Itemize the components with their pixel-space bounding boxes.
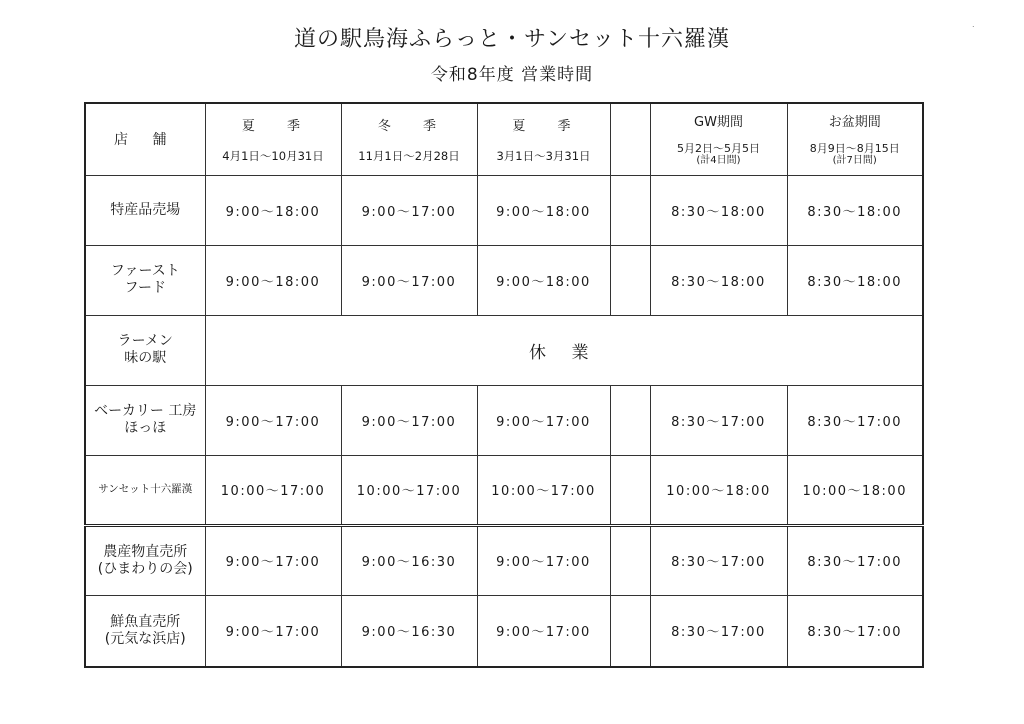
time-winter: 10:00～17:00: [356, 484, 462, 499]
time-cell: [650, 385, 787, 455]
time-summer2: 10:00～17:00: [491, 484, 596, 499]
time-cell: [650, 245, 787, 315]
header-shop-label: 店 舗: [114, 132, 177, 149]
shop-name: サンセット十六羅漢: [98, 483, 193, 495]
time-cell: [477, 455, 610, 525]
document-title: 道の駅鳥海ふらっと・サンセット十六羅漢: [294, 27, 730, 52]
time-cell: [477, 525, 610, 595]
time-cell: [477, 595, 610, 667]
business-hours-table: [84, 102, 924, 668]
table-row: [85, 315, 923, 385]
time-cell: [341, 245, 477, 315]
header-summer1: [205, 103, 341, 175]
closed-label: 休 業: [529, 342, 599, 363]
time-summer2: 9:00～17:00: [496, 625, 591, 641]
document-subtitle: 令和8年度 営業時間: [430, 65, 594, 85]
time-summer1: 9:00～17:00: [225, 555, 321, 570]
shop-cell: [85, 455, 205, 525]
time-obon: 8:30～17:00: [807, 555, 903, 570]
time-summer1: 9:00～18:00: [225, 204, 321, 220]
header-obon-range: 8月9日～8月15日: [809, 142, 900, 156]
time-winter: 9:00～17:00: [361, 274, 457, 290]
time-obon: 8:30～18:00: [807, 204, 903, 220]
table-row: [85, 455, 923, 525]
shop-cell: [85, 385, 205, 455]
corner-mark: .: [972, 20, 975, 29]
time-gw: 8:30～17:00: [671, 555, 766, 570]
header-gw-note: (計4日間): [696, 155, 741, 167]
time-summer2: 9:00～18:00: [496, 204, 591, 220]
header-gw-range: 5月2日～5月5日: [677, 142, 760, 156]
table-row: [85, 385, 923, 455]
gap-cell: [610, 245, 650, 315]
time-gw: 8:30～18:00: [671, 274, 766, 290]
time-summer2: 9:00～18:00: [496, 274, 591, 290]
time-cell: [205, 245, 341, 315]
time-gw: 8:30～18:00: [671, 204, 766, 220]
time-obon: 8:30～17:00: [807, 625, 903, 641]
time-cell: [205, 595, 341, 667]
time-cell: [650, 525, 787, 595]
header-obon-title: お盆期間: [828, 115, 881, 131]
header-shop: [85, 103, 205, 175]
time-cell: [205, 385, 341, 455]
shop-name: ラーメン 味の駅: [117, 333, 173, 366]
header-winter-season: 冬 季: [377, 118, 451, 134]
shop-cell: [85, 175, 205, 245]
header-winter-range: 11月1日～2月28日: [358, 148, 460, 163]
gap-cell: [610, 385, 650, 455]
table-row: [85, 175, 923, 245]
time-cell: [477, 385, 610, 455]
header-summer2-season: 夏 季: [512, 118, 585, 134]
header-obon-note: (計7日間): [832, 155, 877, 167]
time-cell: [650, 455, 787, 525]
time-cell: [787, 175, 923, 245]
header-gw: [650, 103, 787, 175]
time-cell: [205, 455, 341, 525]
table-row: [85, 525, 923, 595]
time-cell: [787, 245, 923, 315]
shop-cell: [85, 595, 205, 667]
header-gw-title: GW期間: [694, 115, 743, 131]
header-summer2-range: 3月1日～3月31日: [496, 148, 591, 163]
time-cell: [341, 455, 477, 525]
time-obon: 10:00～18:00: [802, 484, 907, 499]
time-winter: 9:00～17:00: [361, 414, 457, 430]
gap-cell: [610, 175, 650, 245]
shop-cell: [85, 315, 205, 385]
time-summer2: 9:00～17:00: [496, 555, 591, 570]
shop-name: ベーカリー 工房 ほっほ: [94, 403, 197, 436]
header-gap: [610, 103, 650, 175]
shop-name: 鮮魚直売所 (元気な浜店): [104, 613, 186, 647]
table-row: [85, 595, 923, 667]
time-gw: 8:30～17:00: [671, 625, 766, 641]
time-summer1: 10:00～17:00: [220, 484, 326, 499]
shop-name: ファースト フード: [110, 263, 180, 296]
shop-name: 特産品売場: [110, 201, 181, 218]
header-summer1-range: 4月1日～10月31日: [222, 148, 324, 163]
time-summer1: 9:00～17:00: [225, 414, 321, 430]
time-cell: [787, 385, 923, 455]
time-cell: [477, 175, 610, 245]
time-cell: [787, 595, 923, 667]
time-cell: [477, 245, 610, 315]
time-cell: [341, 595, 477, 667]
time-obon: 8:30～17:00: [807, 414, 903, 430]
time-cell: [341, 175, 477, 245]
time-cell: [650, 175, 787, 245]
time-cell: [787, 455, 923, 525]
table-row: [85, 245, 923, 315]
time-cell: [205, 525, 341, 595]
time-gw: 8:30～17:00: [671, 414, 766, 430]
time-cell: [787, 525, 923, 595]
header-summer1-season: 夏 季: [241, 118, 315, 134]
time-gw: 10:00～18:00: [666, 484, 771, 499]
time-cell: [650, 595, 787, 667]
time-winter: 9:00～17:00: [361, 204, 457, 220]
time-summer1: 9:00～17:00: [225, 625, 321, 641]
shop-cell: [85, 245, 205, 315]
header-summer2: [477, 103, 610, 175]
header-obon: [787, 103, 923, 175]
time-cell: [205, 175, 341, 245]
shop-name: 農産物直売所 (ひまわりの会): [97, 543, 193, 577]
gap-cell: [610, 525, 650, 595]
time-winter: 9:00～16:30: [361, 625, 457, 641]
time-summer1: 9:00～18:00: [225, 274, 321, 290]
table-header-row: [85, 103, 923, 175]
time-cell: [341, 385, 477, 455]
time-cell: [341, 525, 477, 595]
gap-cell: [610, 455, 650, 525]
gap-cell: [610, 595, 650, 667]
time-summer2: 9:00～17:00: [496, 414, 591, 430]
closed-cell: [205, 315, 923, 385]
time-obon: 8:30～18:00: [807, 274, 903, 290]
time-winter: 9:00～16:30: [361, 555, 457, 570]
header-winter: [341, 103, 477, 175]
shop-cell: [85, 525, 205, 595]
